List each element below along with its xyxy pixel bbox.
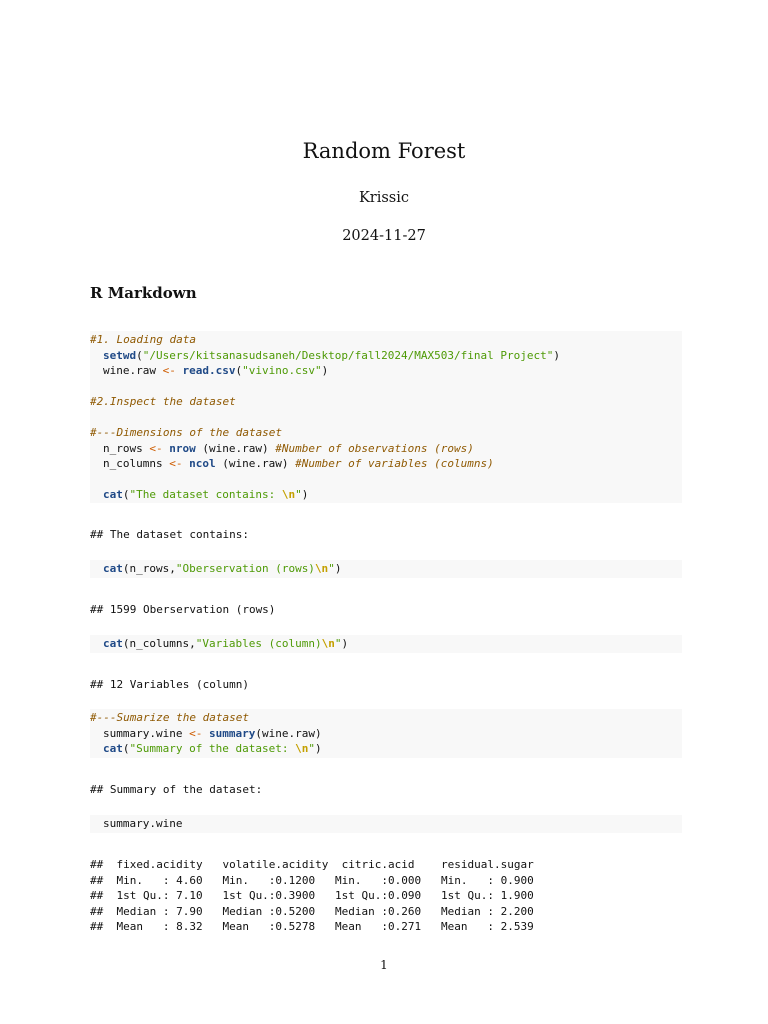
code-chunk-rows (90, 560, 682, 578)
summary-row: ## Mean : 8.32 Mean :0.5278 Mean :0.271 Mean : 2.539 (90, 920, 534, 933)
string-quote: " (328, 562, 335, 575)
output-line: ## Summary of the dataset: (90, 783, 263, 796)
summary-row: ## Min. : 4.60 Min. :0.1200 Min. :0.000 Min. : 0.900 (90, 873, 534, 887)
string-quote: " (308, 742, 315, 755)
code-line: wine.raw <- read.csv("vivino.csv") (103, 364, 329, 377)
function-name: cat (103, 488, 123, 501)
code-line (90, 332, 682, 348)
escape-sequence: \n (295, 742, 309, 755)
assign-operator: <- (169, 457, 183, 470)
output-line: ## 1599 Oberservation (rows) (90, 603, 276, 616)
assign-operator: <- (149, 441, 163, 455)
document-date: 2024-11-27 (342, 228, 426, 244)
code-comment: #Number of variables (columns) (295, 457, 494, 470)
function-args: (n_rows, (122, 562, 176, 575)
code-line (90, 726, 682, 742)
code-line: cat("The dataset contains: \n") (103, 488, 309, 501)
summary-output-table (90, 857, 534, 935)
function-name: ncol (189, 457, 216, 470)
function-args: (wine.raw) (255, 726, 322, 740)
string-quote: " (295, 488, 302, 501)
code-line: cat(n_columns,"Variables (column)\n") (103, 637, 349, 650)
code-chunk-print-summary (90, 815, 682, 833)
string-literal: "vivino.csv" (242, 364, 322, 377)
function-name: setwd (103, 348, 137, 362)
code-line (90, 441, 682, 457)
code-comment: #2.Inspect the dataset (90, 395, 236, 408)
output-line: ## The dataset contains: (90, 528, 249, 541)
code-line (90, 456, 682, 472)
string-literal: "Variables (column) (195, 637, 322, 650)
string-literal: "Oberservation (rows) (175, 562, 315, 575)
code-line: setwd("/Users/kitsanasudsaneh/Desktop/fall2024/MAX503/final Project") (103, 348, 560, 362)
code-line: cat(n_rows,"Oberservation (rows)\n") (103, 562, 342, 575)
code-chunk-summarize (90, 709, 682, 758)
code-comment: #---Dimensions of the dataset (90, 426, 283, 439)
code-line: cat("Summary of the dataset: \n") (103, 742, 322, 755)
code-chunk-columns (90, 635, 682, 653)
variable-name: n_columns (103, 457, 163, 470)
function-args: (n_columns, (122, 637, 196, 650)
variable-name: summary.wine (103, 817, 183, 830)
document-author: Krissic (358, 190, 410, 206)
summary-row: ## 1st Qu.: 7.10 1st Qu.:0.3900 1st Qu.:0.090 1st Qu.: 1.900 (90, 889, 534, 902)
string-literal: "The dataset contains: (129, 488, 282, 501)
code-line (90, 816, 682, 832)
variable-name: summary.wine (103, 726, 183, 740)
code-comment: #1. Loading data (90, 333, 196, 346)
function-args: (wine.raw) (202, 441, 269, 455)
variable-name: n_rows (103, 441, 143, 455)
page-number: 1 (380, 958, 388, 972)
string-literal: "/Users/kitsanasudsaneh/Desktop/fall2024/MAX503/final Project" (142, 348, 554, 362)
output-line: ## 12 Variables (column) (90, 678, 249, 691)
string-literal: "Summary of the dataset: (129, 742, 296, 755)
function-name: nrow (169, 441, 196, 455)
function-name: cat (103, 637, 123, 650)
function-args: (wine.raw) (222, 457, 289, 470)
code-chunk-loading (90, 331, 682, 503)
variable-name: wine.raw (103, 364, 156, 377)
assign-operator: <- (189, 726, 203, 740)
code-line (90, 710, 682, 726)
assign-operator: <- (162, 364, 176, 377)
code-comment: #---Sumarize the dataset (90, 711, 249, 724)
escape-sequence: \n (321, 637, 335, 650)
function-name: cat (103, 562, 123, 575)
code-line-blank (90, 472, 682, 488)
code-line (90, 394, 682, 410)
summary-row: ## Median : 7.90 Median :0.5200 Median :0.260 Median : 2.200 (90, 904, 534, 918)
escape-sequence: \n (281, 488, 296, 501)
code-comment: #Number of observations (rows) (275, 441, 474, 455)
function-name: summary (208, 726, 256, 740)
string-quote: " (334, 637, 342, 650)
function-name: cat (103, 742, 123, 755)
code-line-blank (90, 379, 682, 395)
document-title: Random Forest (302, 139, 466, 163)
code-line (90, 425, 682, 441)
section-heading: R Markdown (90, 284, 197, 302)
summary-header-row: ## fixed.acidity volatile.acidity citric.acid residual.sugar (90, 858, 534, 871)
escape-sequence: \n (314, 562, 329, 575)
function-name: read.csv (182, 364, 236, 377)
code-line-blank (90, 410, 682, 426)
